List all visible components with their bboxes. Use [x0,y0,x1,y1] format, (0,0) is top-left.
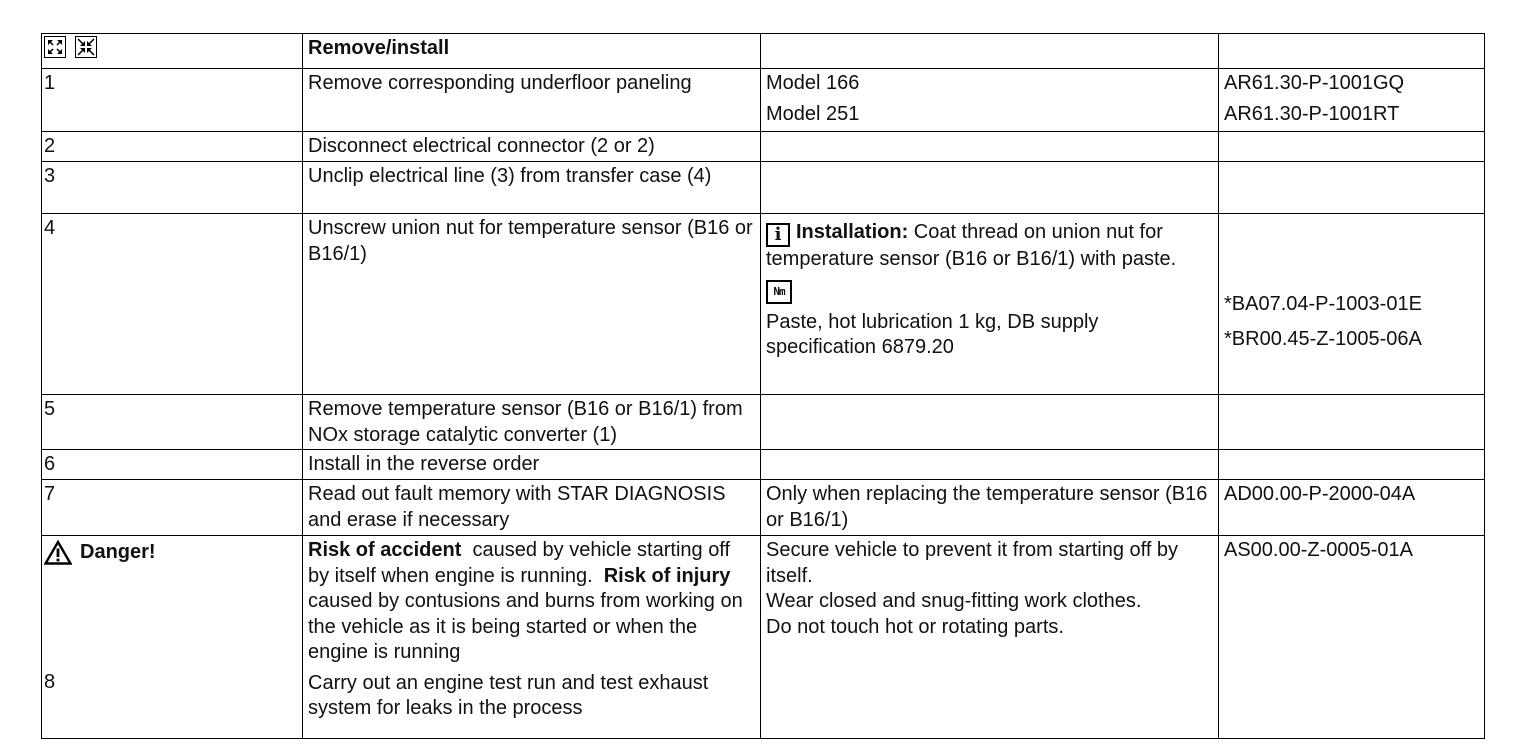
expand-arrows-icon[interactable] [44,36,66,58]
step-text: Unscrew union nut for temperature sensor (B16 or B16/1) [303,214,761,395]
risk-description [308,538,755,666]
header-empty-cell [761,34,1219,69]
step-number: 1 [42,69,303,132]
step-number: 4 [42,214,303,395]
danger-cell [42,536,303,739]
step-text: Remove corresponding underfloor paneling [303,69,761,132]
step-number: 2 [42,132,303,162]
step-text: Disconnect electrical connector (2 or 2) [303,132,761,162]
table-row [42,214,1485,395]
installation-label: Installation: [796,221,909,243]
installation-text: Coat thread on union nut for temperature sensor (B16 or B16/1) with paste. [766,221,1177,270]
table-row [42,69,1485,132]
danger-reference[interactable]: AS00.00-Z-0005-01A [1219,536,1485,739]
risk-injury-label: Risk of injury [603,564,731,587]
installation-note [766,220,1213,273]
paste-spec: Paste, hot lubrication 1 kg, DB supply specification 6879.20 [766,310,1099,358]
risk-accident-text: caused by vehicle starting off by itself when engine is running. [308,539,736,587]
step-number: 6 [42,450,303,480]
danger-row [42,536,1485,739]
header-title: Remove/install [303,34,761,69]
step-text: Carry out an engine test run and test exhaust system for leaks in the process [308,671,709,719]
table-row [42,395,1485,450]
reference-link[interactable]: AR61.30-P-1001RT [1224,102,1400,125]
step-number: 7 [42,480,303,536]
table-row [42,450,1485,480]
step-note [761,214,1219,395]
step-note [761,69,1219,132]
reference-link[interactable]: AR61.30-P-1001GQ [1224,72,1405,94]
step-number: 5 [42,395,303,450]
step-reference [1219,69,1485,132]
model-line: Model 251 [766,102,860,125]
step-reference [1219,214,1485,395]
step-text: Unclip electrical line (3) from transfer case (4) [303,162,761,214]
table-row [42,480,1485,536]
danger-measures: Secure vehicle to prevent it from starting off by itself. Wear closed and snug-fitting work clothes. Do not touch hot or rotating parts. [761,536,1219,739]
model-line: Model 166 [766,72,860,94]
table-row [42,132,1485,162]
header-icons-cell [42,34,303,69]
step-reference[interactable]: AD00.00-P-2000-04A [1219,480,1485,536]
step-number: 8 [44,670,56,693]
torque-spec [766,277,1213,304]
procedure-sheet [41,33,1484,738]
step-text: Install in the reverse order [303,450,761,480]
risk-accident-label: Risk of accident [308,539,462,561]
danger-risk-cell [303,536,761,739]
danger-label: Danger! [80,541,156,563]
header-empty-cell [1219,34,1485,69]
step-number: 3 [42,162,303,214]
step-text: Read out fault memory with STAR DIAGNOSIS and erase if necessary [303,480,761,536]
procedure-table [41,33,1485,739]
risk-injury-text: caused by contusions and burns from working on the vehicle as it is being started or when the engine is running [308,590,743,663]
step-note: Only when replacing the temperature sensor (B16 or B16/1) [761,480,1219,536]
reference-link[interactable]: *BR00.45-Z-1005-06A [1224,327,1422,350]
warning-triangle-icon [44,540,72,565]
table-header-row [42,34,1485,69]
table-row [42,162,1485,214]
collapse-arrows-icon[interactable] [75,36,97,58]
info-icon[interactable]: i [766,223,790,247]
step-text: Remove temperature sensor (B16 or B16/1) from NOx storage catalytic converter (1) [303,395,761,450]
torque-nm-icon[interactable]: Nm [766,280,792,304]
reference-link[interactable]: *BA07.04-P-1003-01E [1224,293,1422,315]
